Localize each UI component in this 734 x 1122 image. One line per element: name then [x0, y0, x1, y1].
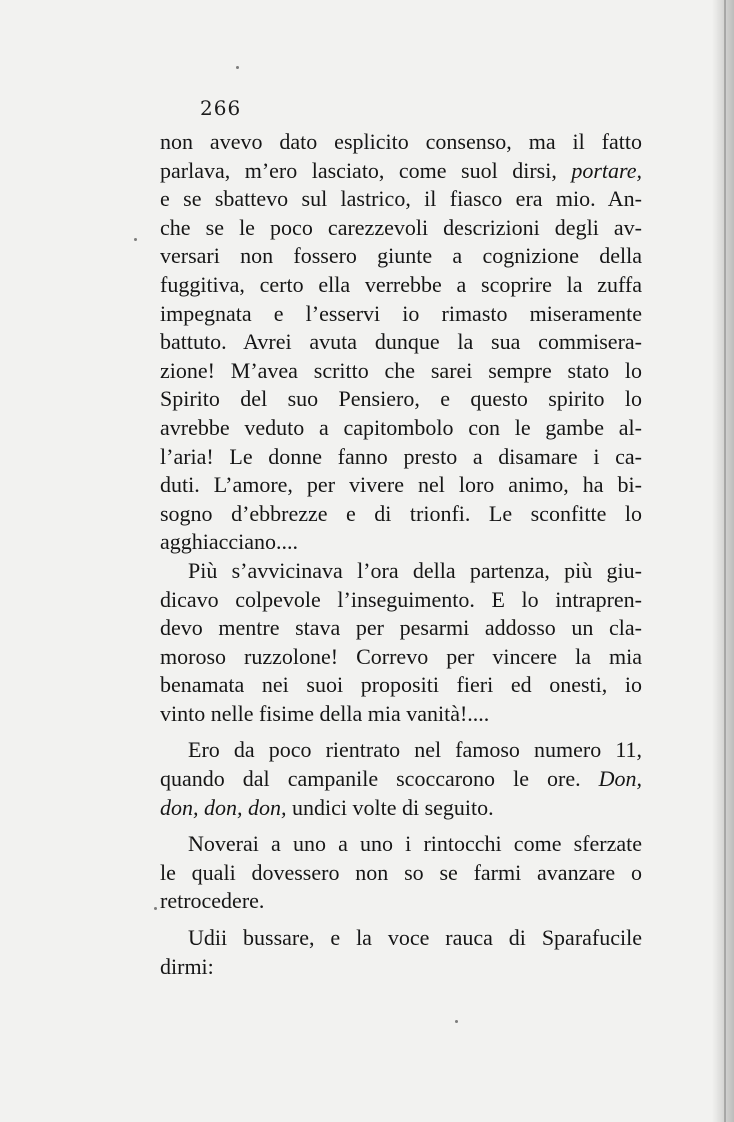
line-text: l’aria! Le donne fanno presto a disamare i ca-	[160, 443, 642, 469]
text-line	[160, 271, 642, 300]
line-text: Ero da poco rientrato nel famoso numero 11,	[188, 737, 642, 763]
text-line	[160, 586, 642, 615]
text-line	[160, 643, 642, 672]
scan-speck	[455, 1020, 458, 1023]
line-text: che se le poco carezzevoli descrizioni degli av-	[160, 214, 642, 240]
line-text: Più s’avvicinava l’ora della partenza, più giu-	[188, 557, 642, 583]
line-text: battuto. Avrei avuta dunque la sua commisera-	[160, 329, 642, 355]
text-line	[160, 953, 642, 982]
line-italic-text: don, don, don,	[160, 794, 287, 820]
line-text: fuggitiva, certo ella verrebbe a scoprire la zuffa	[160, 271, 642, 297]
text-line	[160, 357, 642, 386]
line-text: non avevo dato esplicito consenso, ma il fatto	[160, 129, 642, 154]
text-line	[160, 185, 642, 214]
scan-speck	[154, 907, 157, 910]
line-text: quando dal campanile scoccarono le ore.	[160, 766, 599, 792]
text-line	[160, 765, 642, 794]
text-line	[160, 700, 642, 729]
page-number: 266	[200, 96, 242, 120]
text-line	[160, 794, 642, 823]
line-text: duti. L’amore, per vivere nel loro animo, ha bi-	[160, 472, 642, 498]
text-line	[160, 557, 642, 586]
line-text: Spirito del suo Pensiero, e questo spirito lo	[160, 386, 642, 412]
line-italic-text: portare,	[571, 157, 642, 183]
text-line	[160, 830, 642, 859]
text-line	[160, 157, 642, 186]
line-text: e se sbattevo sul lastrico, il fiasco era mio. An-	[160, 186, 642, 212]
text-line	[160, 924, 642, 953]
line-text: Udii bussare, e la voce rauca di Sparafucile	[188, 925, 642, 951]
line-text: Noverai a uno a uno i rintocchi come sferzate	[188, 831, 642, 857]
line-text: moroso ruzzolone! Correvo per vincere la mia	[160, 643, 642, 669]
line-text: dicavo colpevole l’inseguimento. E lo intrapren-	[160, 586, 642, 612]
text-line	[160, 214, 642, 243]
line-text: vinto nelle fisime della mia vanità!....	[160, 700, 490, 726]
text-line	[160, 328, 642, 357]
scan-speck	[236, 66, 239, 69]
line-text: versari non fossero giunte a cognizione della	[160, 243, 642, 269]
text-line	[160, 500, 642, 529]
page-edge-shadow	[712, 0, 734, 1122]
text-line	[160, 414, 642, 443]
text-line	[160, 300, 642, 329]
line-text: benamata nei suoi propositi fieri ed onesti, io	[160, 672, 642, 698]
line-text: devo mentre stava per pesarmi addosso un cla-	[160, 615, 642, 641]
scan-speck	[134, 238, 137, 241]
text-line	[160, 887, 642, 916]
line-text: impegnata e l’esservi io rimasto miseramente	[160, 300, 642, 326]
body-text	[160, 128, 642, 981]
text-line	[160, 471, 642, 500]
line-text: dirmi:	[160, 953, 214, 979]
line-text: retrocedere.	[160, 888, 265, 914]
text-line	[160, 128, 642, 157]
line-text: zione! M’avea scritto che sarei sempre stato lo	[160, 357, 642, 383]
text-line	[160, 242, 642, 271]
page-edge-line	[724, 0, 726, 1122]
line-text: sogno d’ebbrezze e di trionfi. Le sconfitte lo	[160, 500, 642, 526]
line-text: avrebbe veduto a capitombolo con le gambe al-	[160, 414, 642, 440]
line-italic-text: Don,	[598, 766, 642, 792]
text-line	[160, 443, 642, 472]
text-line	[160, 385, 642, 414]
text-line	[160, 736, 642, 765]
text-line	[160, 859, 642, 888]
text-line	[160, 671, 642, 700]
line-text: agghiacciano....	[160, 529, 299, 555]
line-text: parlava, m’ero lasciato, come suol dirsi,	[160, 157, 572, 183]
text-line	[160, 528, 642, 557]
line-text: le quali dovessero non so se farmi avanzare o	[160, 859, 642, 885]
text-line	[160, 614, 642, 643]
line-text-after: undici volte di seguito.	[286, 794, 494, 820]
